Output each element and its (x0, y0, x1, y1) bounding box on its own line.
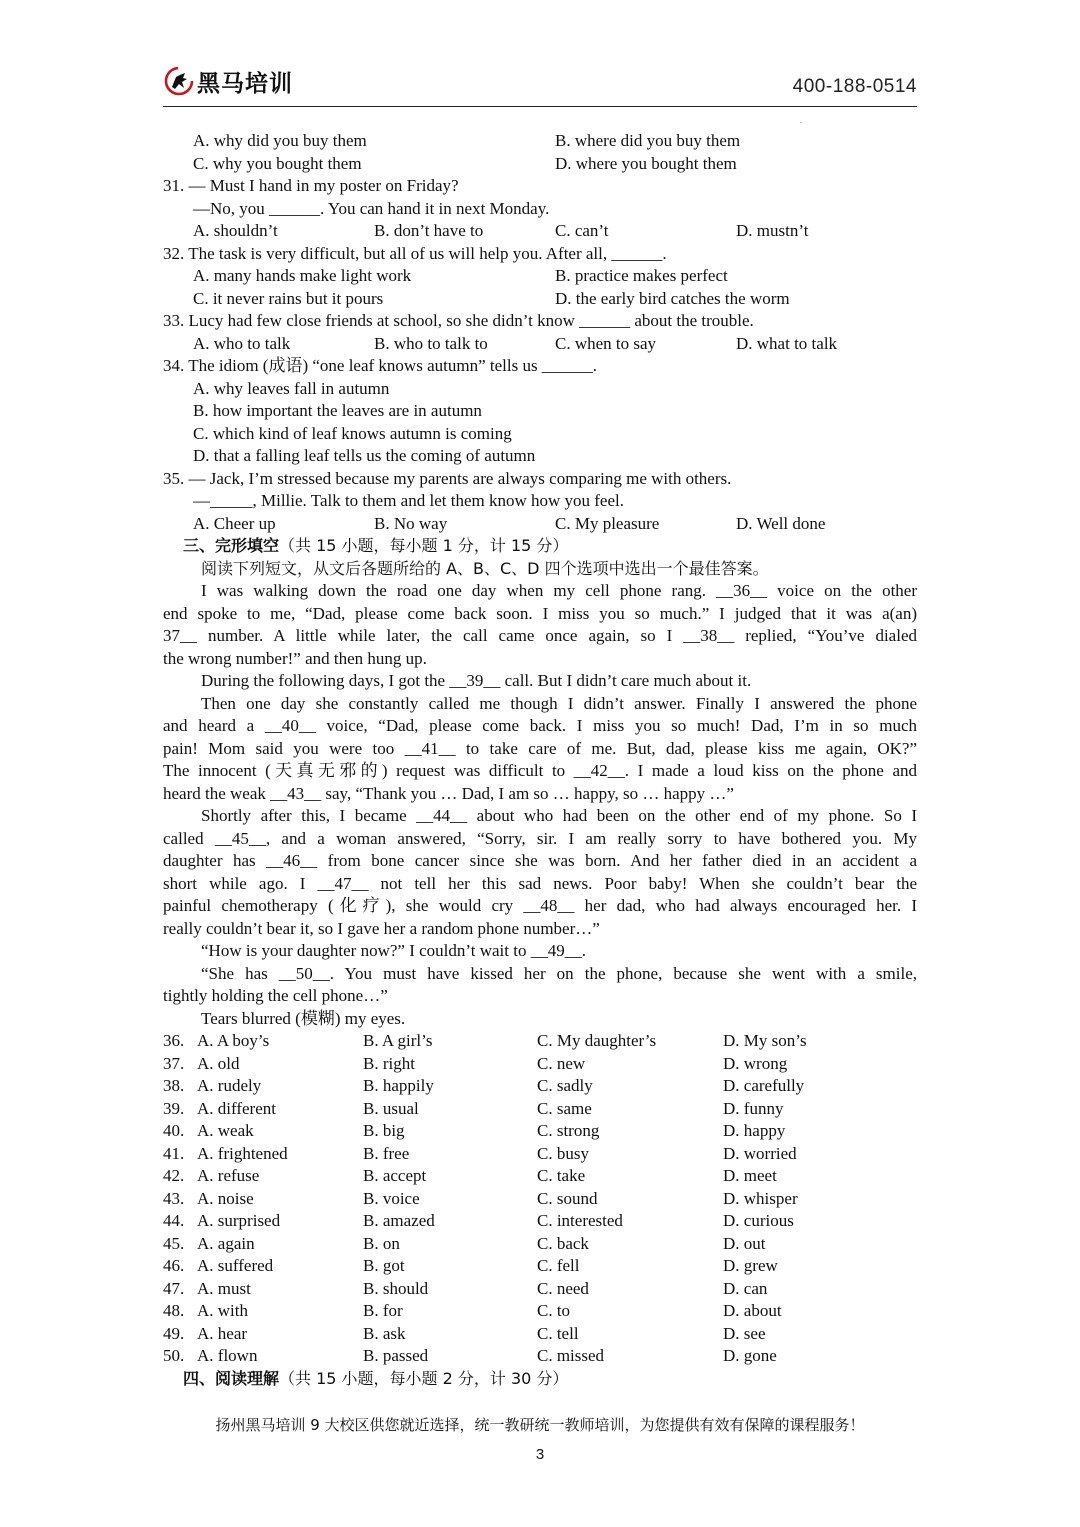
passage-line: end spoke to me, “Dad, please come back soon. I miss you so much.” I judged that it was a(an) (163, 603, 917, 623)
option: C. why you bought them (193, 153, 362, 173)
cloze-option-row (163, 1165, 917, 1188)
option: B. usual (363, 1098, 419, 1118)
option: A. noise (197, 1188, 254, 1208)
passage-line: painful chemotherapy (化疗), she would cry __48__ her dad, who had always encouraged her. I (163, 896, 917, 915)
option: D. out (723, 1233, 766, 1253)
passage-line: the wrong number!” and then hung up. (163, 648, 427, 668)
footer-slogan: 扬州黑马培训 9 大校区供您就近选择，统一教研统一教师培训，为您提供有效有保障的课程服务！ (215, 1416, 865, 1434)
page-header (163, 58, 917, 107)
page-number: 3 (535, 1446, 545, 1463)
question-stem: —_____, Millie. Talk to them and let them know how you feel. (193, 491, 624, 510)
option: C. missed (537, 1346, 605, 1365)
option: C. new (537, 1053, 586, 1073)
option: B. big (363, 1121, 405, 1140)
section-instruction: 阅读下列短文，从文后各题所给的 A、B、C、D 四个选项中选出一个最佳答案。 (201, 558, 769, 578)
option: D. what to talk (736, 333, 838, 353)
passage-line: and heard a __40__ voice, “Dad, please come back. I miss you so much! Dad, I’m in so much (163, 716, 917, 735)
option: B. for (363, 1301, 403, 1320)
brand-name: 黑马培训 (197, 70, 293, 97)
option: B. No way (374, 513, 448, 533)
option: C. back (537, 1233, 589, 1253)
option: C. need (537, 1278, 589, 1298)
option: C. My daughter’s (537, 1031, 657, 1050)
q32-options-row (163, 265, 917, 288)
passage-line: The innocent (天真无邪的) request was difficult to __42__. I made a loud kiss on the phone and (163, 761, 917, 780)
option: A. flown (197, 1346, 258, 1365)
cloze-option-row (163, 1188, 917, 1211)
cloze-option-row (163, 1075, 917, 1098)
option: B. ask (363, 1323, 406, 1343)
passage-line: During the following days, I got the __39__ call. But I didn’t care much about it. (201, 671, 752, 690)
question-number: 48. (163, 1301, 185, 1320)
passage-line: daughter has __46__ from bone cancer since she was born. And her father died in an accident a (163, 851, 917, 870)
cloze-option-row (163, 1210, 917, 1233)
question-number: 41. (163, 1143, 185, 1163)
option: C. interested (537, 1211, 623, 1230)
cloze-option-row (163, 1233, 917, 1256)
option: B. how important the leaves are in autumn (193, 401, 482, 420)
option: B. accept (363, 1166, 427, 1185)
option: A. again (197, 1233, 255, 1253)
option: A. who to talk (193, 333, 291, 353)
question-number: 49. (163, 1323, 185, 1343)
option: A. hear (197, 1323, 248, 1343)
option: D. wrong (723, 1053, 788, 1073)
header-tick: . (800, 116, 802, 125)
brand-logo (163, 64, 293, 98)
horse-logo-icon (163, 65, 195, 97)
option: C. busy (537, 1143, 589, 1163)
option: D. Well done (736, 513, 826, 533)
question-number: 40. (163, 1121, 185, 1140)
question-stem: 33. Lucy had few close friends at school, so she didn’t know ______ about the trouble. (163, 311, 754, 330)
option: C. take (537, 1166, 586, 1185)
option: B. A girl’s (363, 1031, 433, 1050)
option: D. about (723, 1301, 782, 1320)
option: D. curious (723, 1211, 794, 1230)
option: C. when to say (555, 333, 657, 353)
option: B. got (363, 1256, 405, 1275)
passage (163, 580, 917, 1030)
passage-line: heard the weak __43__ say, “Thank you … Dad, I am so … happy, so … happy …” (163, 783, 734, 803)
option: B. free (363, 1143, 410, 1163)
option: C. sadly (537, 1076, 593, 1095)
option: D. the early bird catches the worm (555, 288, 790, 308)
cloze-option-row (163, 1300, 917, 1323)
option: C. sound (537, 1188, 598, 1208)
passage-line: Shortly after this, I became __44__ about who had been on the other end of my phone. So I (201, 806, 917, 825)
passage-line: 37__ number. A little while later, the call came once again, so I __38__ replied, “You’ve dialed (163, 626, 917, 645)
passage-line: pain! Mom said you were too __41__ to take care of me. But, dad, please kiss me again, OK?” (163, 738, 917, 758)
passage-line: called __45__, and a woman answered, “Sorry, sir. I am really sorry to have bothered you. My (163, 828, 917, 848)
option: D. whisper (723, 1188, 798, 1208)
option: A. frightened (197, 1143, 288, 1163)
option: C. My pleasure (555, 513, 660, 533)
question-stem: 31. — Must I hand in my poster on Friday? (163, 176, 459, 195)
cloze-option-row (163, 1345, 917, 1368)
option: B. voice (363, 1188, 420, 1208)
section-title: 四、阅读理解 (183, 1368, 280, 1388)
option: A. many hands make light work (193, 266, 412, 285)
question-number: 47. (163, 1278, 185, 1298)
option: A. why leaves fall in autumn (193, 378, 390, 398)
question-stem: 32. The task is very difficult, but all of us will help you. After all, ______. (163, 243, 667, 263)
option: D. that a falling leaf tells us the coming of autumn (193, 446, 536, 465)
option: A. surprised (197, 1211, 281, 1230)
passage-line: “She has __50__. You must have kissed her on the phone, because she went with a smile, (201, 963, 917, 983)
section-note: （共 15 小题，每小题 2 分，计 30 分） (279, 1368, 569, 1388)
option: B. who to talk to (374, 333, 488, 353)
option: A. shouldn’t (193, 221, 278, 240)
cloze-option-row (163, 1143, 917, 1166)
question-number: 42. (163, 1166, 185, 1185)
question-number: 50. (163, 1346, 185, 1365)
question-number: 39. (163, 1098, 185, 1118)
option: A. with (197, 1301, 248, 1320)
cloze-option-row (163, 1053, 917, 1076)
q30-options-row (163, 153, 917, 176)
option: B. on (363, 1233, 400, 1253)
passage-line: Then one day she constantly called me though I didn’t answer. Finally I answered the phone (201, 693, 917, 713)
option: A. refuse (197, 1166, 260, 1185)
question-number: 43. (163, 1188, 185, 1208)
cloze-option-row (163, 1120, 917, 1143)
passage-line: really couldn’t bear it, so I gave her a random phone number…” (163, 918, 600, 938)
passage-line: Tears blurred (模糊) my eyes. (201, 1008, 406, 1028)
q31-options-row (163, 220, 917, 243)
option: A. suffered (197, 1256, 274, 1275)
cloze-option-row (163, 1323, 917, 1346)
option: D. grew (723, 1256, 778, 1275)
option: A. rudely (197, 1076, 262, 1095)
q32-options-row (163, 288, 917, 311)
option: C. which kind of leaf knows autumn is coming (193, 423, 512, 443)
option: A. why did you buy them (193, 131, 367, 150)
passage-line: short while ago. I __47__ not tell her this sad news. Poor baby! When she couldn’t bear the (163, 873, 917, 893)
option: B. right (363, 1053, 415, 1073)
option: D. see (723, 1323, 766, 1343)
option: C. strong (537, 1121, 600, 1140)
question-number: 38. (163, 1076, 185, 1095)
option: C. fell (537, 1256, 580, 1275)
section-note: （共 15 小题，每小题 1 分，计 15 分） (279, 536, 569, 555)
option: D. worried (723, 1143, 797, 1163)
option: C. tell (537, 1323, 579, 1343)
option: C. same (537, 1098, 592, 1118)
option: A. old (197, 1053, 240, 1073)
cloze-options (163, 1030, 917, 1368)
option: C. can’t (555, 221, 609, 240)
q30-options-row (163, 130, 917, 153)
question-stem: 35. — Jack, I’m stressed because my parents are always comparing me with others. (163, 468, 732, 488)
option: D. carefully (723, 1076, 805, 1095)
section-title: 三、完形填空 (183, 536, 280, 555)
question-stem: —No, you ______. You can hand it in next Monday. (193, 198, 550, 218)
option: D. My son’s (723, 1031, 807, 1050)
q35-options-row (163, 513, 917, 536)
phone-number: 400-188-0514 (792, 76, 917, 97)
passage-line: “How is your daughter now?” I couldn’t wait to __49__. (201, 941, 586, 960)
option: A. weak (197, 1121, 254, 1140)
question-number: 44. (163, 1211, 185, 1230)
option: B. practice makes perfect (555, 266, 728, 285)
option: B. where did you buy them (555, 131, 741, 150)
option: D. happy (723, 1121, 786, 1140)
question-number: 46. (163, 1256, 185, 1275)
option: D. meet (723, 1166, 777, 1185)
option: B. don’t have to (374, 221, 484, 240)
option: B. should (363, 1278, 429, 1298)
cloze-option-row (163, 1098, 917, 1121)
cloze-option-row (163, 1278, 917, 1301)
question-stem: 34. The idiom (成语) “one leaf knows autumn” tells us ______. (163, 356, 598, 375)
question-number: 36. (163, 1031, 185, 1050)
option: A. must (197, 1278, 251, 1298)
option: D. funny (723, 1098, 784, 1118)
question-number: 37. (163, 1053, 185, 1073)
option: D. where you bought them (555, 153, 737, 173)
option: D. gone (723, 1346, 777, 1365)
option: A. A boy’s (197, 1031, 270, 1050)
question-number: 45. (163, 1233, 185, 1253)
passage-line: tightly holding the cell phone…” (163, 986, 388, 1005)
option: D. mustn’t (736, 221, 809, 240)
option: D. can (723, 1278, 768, 1298)
option: B. passed (363, 1346, 429, 1365)
option: B. happily (363, 1076, 434, 1095)
option: C. to (537, 1301, 571, 1320)
option: B. amazed (363, 1211, 435, 1230)
option: A. Cheer up (193, 513, 276, 533)
section-heading (163, 535, 917, 558)
cloze-option-row (163, 1030, 917, 1053)
section-heading (163, 1368, 917, 1391)
cloze-option-row (163, 1255, 917, 1278)
option: C. it never rains but it pours (193, 288, 384, 308)
passage-line: I was walking down the road one day when my cell phone rang. __36__ voice on the other (201, 581, 917, 600)
q33-options-row (163, 333, 917, 356)
page-content (163, 130, 917, 1390)
option: A. different (197, 1098, 276, 1118)
